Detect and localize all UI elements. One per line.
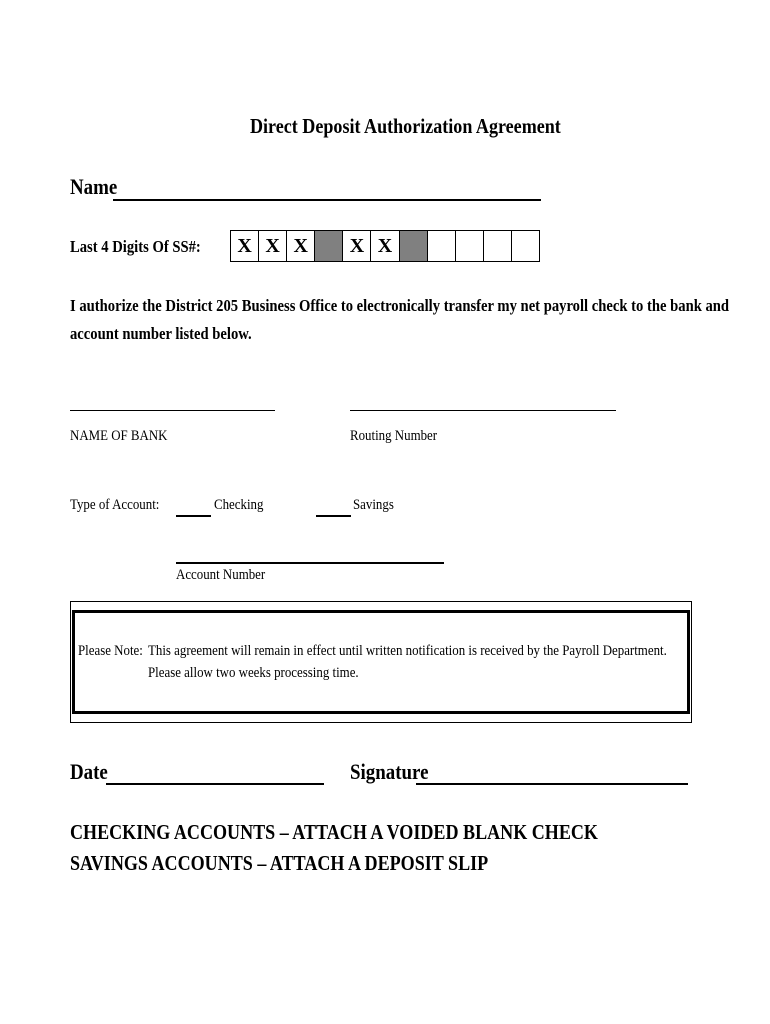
account-number-label: Account Number bbox=[176, 567, 266, 583]
ss-cell[interactable]: X bbox=[287, 231, 315, 261]
name-field-line[interactable] bbox=[113, 199, 541, 201]
routing-number-label: Routing Number bbox=[350, 428, 438, 444]
ss-cell[interactable]: X bbox=[371, 231, 399, 261]
ss-cell[interactable] bbox=[512, 231, 539, 261]
note-label: Please Note: bbox=[78, 643, 143, 659]
checking-blank[interactable] bbox=[176, 515, 211, 517]
bank-name-line[interactable] bbox=[70, 410, 275, 411]
signature-field-line[interactable] bbox=[416, 783, 688, 785]
routing-number-line[interactable] bbox=[350, 410, 616, 411]
savings-blank[interactable] bbox=[316, 515, 351, 517]
ss-cell[interactable] bbox=[484, 231, 512, 261]
date-label: Date bbox=[70, 759, 108, 784]
ss-cell[interactable] bbox=[428, 231, 456, 261]
ss-cell[interactable]: X bbox=[231, 231, 259, 261]
account-type-label: Type of Account: bbox=[70, 497, 160, 513]
date-field-line[interactable] bbox=[106, 783, 324, 785]
ss-label: Last 4 Digits Of SS#: bbox=[70, 237, 201, 256]
account-number-line[interactable] bbox=[176, 562, 444, 564]
name-label: Name bbox=[70, 174, 118, 199]
note-line-2: Please allow two weeks processing time. bbox=[148, 665, 359, 681]
ss-cell[interactable] bbox=[456, 231, 484, 261]
ss-cell[interactable] bbox=[400, 231, 428, 261]
authorization-line: I authorize the District 205 Business Office to electronically transfer my net payroll check to the bank and bbox=[70, 296, 730, 315]
authorization-statement bbox=[70, 292, 729, 348]
form-title: Direct Deposit Authorization Agreement bbox=[250, 114, 561, 138]
checking-instruction: CHECKING ACCOUNTS – ATTACH A VOIDED BLANK CHECK bbox=[70, 820, 598, 844]
savings-label: Savings bbox=[353, 497, 394, 513]
note-box bbox=[72, 610, 690, 714]
ss-cell[interactable]: X bbox=[259, 231, 287, 261]
bank-name-label: NAME OF BANK bbox=[70, 428, 168, 444]
ss-cell[interactable] bbox=[315, 231, 343, 261]
checking-label: Checking bbox=[214, 497, 264, 513]
signature-label: Signature bbox=[350, 759, 429, 784]
savings-instruction: SAVINGS ACCOUNTS – ATTACH A DEPOSIT SLIP bbox=[70, 851, 489, 875]
note-line-1: This agreement will remain in effect until written notification is received by the Payroll Department. bbox=[148, 643, 667, 659]
ss-cell[interactable]: X bbox=[343, 231, 371, 261]
ss-digit-grid bbox=[230, 230, 540, 262]
authorization-line: account number listed below. bbox=[70, 324, 252, 343]
